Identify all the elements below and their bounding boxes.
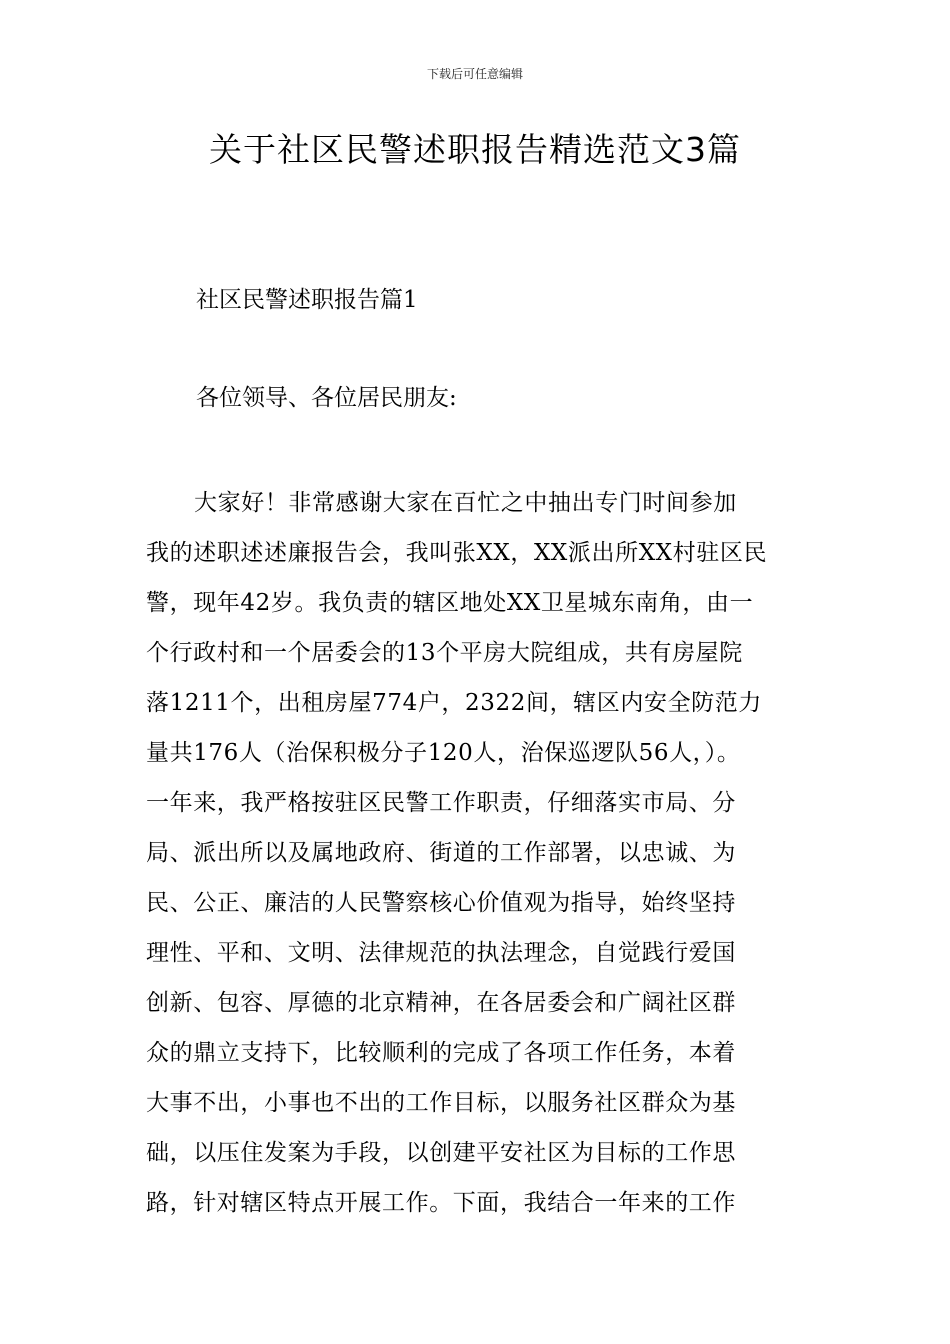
paragraph-line: 础，以压住发案为手段，以创建平安社区为目标的工作思 [146, 1140, 736, 1166]
body-paragraph [146, 478, 806, 1228]
paragraph-line: 我的述职述述廉报告会，我叫张XX，XX派出所XX村驻区民 [146, 540, 768, 566]
paragraph-line: 大家好！非常感谢大家在百忙之中抽出专门时间参加 [194, 490, 737, 516]
paragraph-line: 落1211个，出租房屋774户，2322间，辖区内安全防范力 [146, 690, 762, 716]
paragraph-line: 众的鼎立支持下，比较顺利的完成了各项工作任务，本着 [146, 1040, 736, 1066]
header-note: 下载后可任意编辑 [426, 67, 523, 81]
paragraph-line: 个行政村和一个居委会的13个平房大院组成，共有房屋院 [146, 640, 743, 666]
paragraph-line: 路，针对辖区特点开展工作。下面，我结合一年来的工作 [146, 1190, 736, 1216]
salutation: 各位领导、各位居民朋友: [196, 385, 457, 411]
paragraph-line: 警，现年42岁。我负责的辖区地处XX卫星城东南角，由一 [146, 590, 754, 616]
paragraph-line: 一年来，我严格按驻区民警工作职责，仔细落实市局、分 [146, 790, 736, 816]
paragraph-line: 量共176人（治保积极分子120人，治保巡逻队56人，）。 [146, 740, 741, 766]
paragraph-line: 大事不出，小事也不出的工作目标，以服务社区群众为基 [146, 1090, 736, 1116]
paragraph-line: 理性、平和、文明、法律规范的执法理念，自觉践行爱国 [146, 940, 736, 966]
section-heading: 社区民警述职报告篇1 [196, 287, 418, 313]
paragraph-line: 民、公正、廉洁的人民警察核心价值观为指导，始终坚持 [146, 890, 736, 916]
document-title: 关于社区民警述职报告精选范文3篇 [209, 130, 741, 169]
paragraph-line: 局、派出所以及属地政府、街道的工作部署，以忠诚、为 [146, 840, 736, 866]
paragraph-line: 创新、包容、厚德的北京精神，在各居委会和广阔社区群 [146, 990, 736, 1016]
